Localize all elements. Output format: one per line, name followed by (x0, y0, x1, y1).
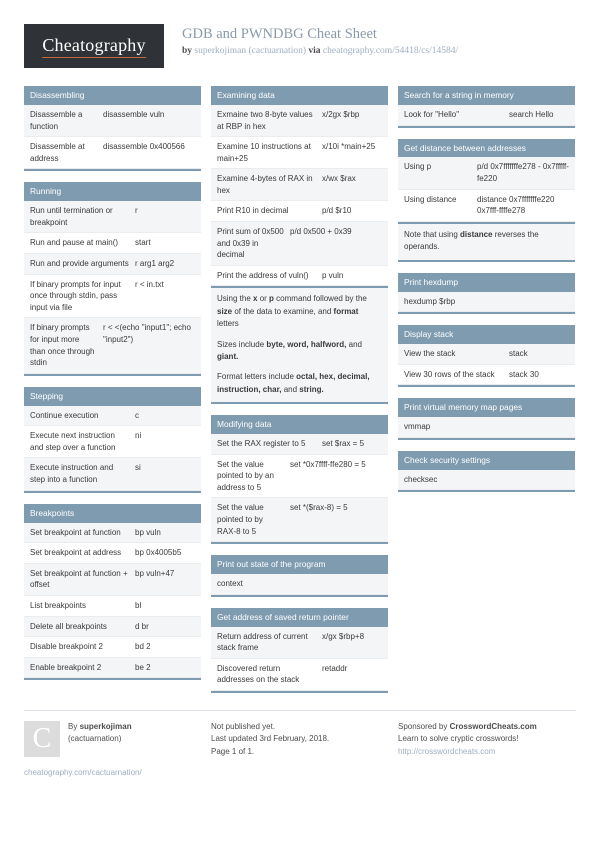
table-row (211, 222, 388, 266)
card-note (211, 288, 388, 402)
table-row (211, 266, 388, 287)
row-key: Set breakpoint at function + offset (30, 568, 128, 590)
card-footer-rule (398, 385, 575, 387)
table-row (24, 318, 201, 373)
row-key: View 30 rows of the stack (404, 369, 495, 379)
row-value: r < in.txt (135, 279, 164, 289)
note-paragraph: Note that using distance reverses the operands. (404, 229, 539, 252)
row-key: Examine 10 instructions at main+25 (217, 142, 311, 163)
card (24, 504, 201, 681)
page-count: Page 1 of 1. (211, 746, 255, 756)
card-footer-rule (211, 542, 388, 544)
row-value: bp vuln+47 (135, 568, 175, 578)
card (398, 451, 575, 493)
row-key: Set the value pointed to by RAX-8 to 5 (217, 503, 264, 536)
row-key: Run until termination or breakpoint (30, 206, 113, 227)
row-key: checksec (404, 474, 438, 484)
card (211, 86, 388, 404)
row-key: Using distance (404, 194, 457, 204)
card-footer-rule (24, 169, 201, 171)
table-row (211, 574, 388, 595)
card-title: Modifying data (211, 415, 388, 434)
row-key: Set the RAX register to 5 (217, 439, 306, 449)
table-row (24, 543, 201, 564)
card-title: Running (24, 182, 201, 201)
column-3 (398, 86, 575, 704)
card-footer-rule (398, 312, 575, 314)
row-value: p vuln (322, 270, 344, 280)
table-row (398, 344, 575, 365)
note-paragraph: Using the x or p command followed by the size of the data to examine, and format letters (217, 294, 367, 329)
card-footer-rule (398, 260, 575, 262)
table-row (398, 190, 575, 222)
row-value: bp vuln (135, 527, 161, 537)
row-value: disassemble vuln (103, 109, 165, 119)
note-paragraph: Format letters include octal, hex, decimal, instruction, char, and string. (217, 372, 370, 394)
row-value: set $rax = 5 (322, 439, 365, 449)
title-block (182, 24, 458, 56)
card-title: Disassembling (24, 86, 201, 105)
logo-text: Cheatography (42, 35, 145, 58)
row-key: Exmaine two 8-byte values at RBP in hex (217, 109, 313, 131)
row-key: Print sum of 0x500 and 0x39 in decimal (217, 227, 284, 260)
card-title: Print out state of the program (211, 555, 388, 574)
card-footer-rule (24, 678, 201, 680)
table-row (24, 406, 201, 427)
table-row (398, 292, 575, 313)
page-footer (24, 710, 576, 779)
card-footer-rule (211, 402, 388, 404)
author-handle: (cactuarnation) (68, 734, 122, 744)
card-footer-rule (24, 491, 201, 493)
row-key: Return address of current stack frame (217, 631, 308, 653)
table-row (24, 426, 201, 458)
author-link[interactable]: superkojiman (cactuarnation) (194, 45, 307, 56)
byline-prefix: by (182, 45, 195, 56)
row-value: p/d 0x500 + 0x39 (290, 227, 352, 237)
row-value: si (135, 463, 141, 473)
card-title: Examining data (211, 86, 388, 105)
row-key: vmmap (404, 422, 431, 432)
sponsor-url-link[interactable]: http://crosswordcheats.com (398, 746, 496, 756)
footer-meta-column (211, 721, 388, 779)
sponsor-name[interactable]: CrosswordCheats.com (449, 722, 537, 732)
column-2 (211, 86, 388, 704)
row-key: Execute next instruction and step over a function (30, 431, 116, 452)
row-value: d br (135, 621, 149, 631)
table-row (24, 617, 201, 638)
author-name (68, 721, 132, 733)
card-title: Search for a string in memory (398, 86, 575, 105)
table-row (211, 498, 388, 542)
table-row (24, 637, 201, 658)
footer-sponsor-column (398, 721, 575, 779)
row-value: set *0x7ffff-ffe280 = 5 (290, 459, 366, 469)
card-title: Print hexdump (398, 273, 575, 292)
row-key: Examine 4-bytes of RAX in hex (217, 174, 313, 195)
card-footer-rule (24, 374, 201, 376)
row-key: Using p (404, 162, 432, 172)
table-row (398, 470, 575, 491)
card (211, 608, 388, 693)
row-value: x/gx $rbp+8 (322, 631, 365, 641)
row-value: search Hello (509, 109, 554, 119)
row-value: ni (135, 431, 142, 441)
footer-author-column (24, 721, 201, 779)
card-footer-rule (398, 438, 575, 440)
row-value: be 2 (135, 662, 151, 672)
row-value: stack 30 (509, 369, 539, 379)
table-row (211, 201, 388, 222)
card-footer-rule (398, 490, 575, 492)
table-row (24, 275, 201, 319)
table-row (211, 627, 388, 659)
row-value: stack (509, 349, 528, 359)
row-key: Enable breakpoint 2 (30, 662, 102, 672)
author-info (68, 721, 132, 746)
card-title: Print virtual memory map pages (398, 398, 575, 417)
card (398, 398, 575, 440)
row-key: context (217, 579, 243, 589)
table-row (398, 157, 575, 189)
column-1 (24, 86, 201, 704)
table-row (211, 137, 388, 169)
table-row (24, 233, 201, 254)
table-row (24, 523, 201, 544)
row-key: Run and provide arguments (30, 259, 129, 268)
table-row (398, 417, 575, 438)
card-title: Get address of saved return pointer (211, 608, 388, 627)
row-key: List breakpoints (30, 600, 87, 610)
row-value: x/10i *main+25 (322, 142, 376, 152)
table-row (24, 564, 201, 596)
card (211, 415, 388, 544)
row-key: Continue execution (30, 410, 99, 420)
page-title: GDB and PWNDBG Cheat Sheet (182, 26, 377, 42)
row-key: Set the value pointed to by an address to 5 (217, 459, 274, 492)
table-row (24, 458, 201, 490)
table-row (398, 365, 575, 386)
cheatography-logo[interactable] (24, 24, 164, 68)
byline (182, 46, 458, 56)
row-value: distance 0x7fffffffe220 0x7fff-ffffe278 (477, 194, 555, 216)
row-value: p/d $r10 (322, 206, 352, 216)
table-row (211, 169, 388, 201)
row-key: View the stack (404, 349, 456, 359)
table-row (24, 658, 201, 679)
row-value: x/wx $rax (322, 174, 356, 184)
card-footer-rule (398, 126, 575, 128)
row-key: If binary prompts for input more than once through stdin (30, 323, 95, 368)
card-title: Display stack (398, 325, 575, 344)
row-value: start (135, 238, 151, 248)
card-title: Check security settings (398, 451, 575, 470)
row-key: Print R10 in decimal (217, 206, 289, 216)
row-value: retaddr (322, 663, 348, 673)
publish-status: Not published yet. (211, 722, 276, 732)
row-value: bd 2 (135, 642, 151, 652)
row-key: Execute instruction and step into a function (30, 463, 114, 485)
row-key: Look for "Hello" (404, 109, 460, 119)
row-value: p/d 0x7fffffffe278 - 0x7fffff-fe220 (477, 162, 569, 184)
row-key: Set breakpoint at address (30, 548, 122, 558)
row-value: r < <(echo "input1"; echo "input2") (103, 323, 191, 344)
row-key: Run and pause at main() (30, 238, 119, 248)
table-row (24, 105, 201, 137)
card-footer-rule (211, 691, 388, 693)
table-row (211, 659, 388, 691)
card (24, 182, 201, 375)
avatar: C (24, 721, 60, 757)
table-row (398, 105, 575, 126)
sponsor-line (398, 721, 575, 733)
card (211, 555, 388, 597)
row-value: r (135, 206, 138, 216)
table-row (211, 434, 388, 455)
card (24, 387, 201, 493)
table-row (24, 596, 201, 617)
row-value: r arg1 arg2 (135, 259, 175, 268)
page-header (24, 24, 576, 72)
table-row (24, 201, 201, 233)
card (24, 86, 201, 171)
card-note (398, 224, 575, 260)
row-key: If binary prompts for input once through stdin, pass input via file (30, 279, 121, 312)
card-title: Breakpoints (24, 504, 201, 523)
author-profile-link[interactable]: cheatography.com/cactuarnation/ (24, 768, 142, 778)
row-key: Disassemble a function (30, 109, 83, 131)
row-key: hexdump $rbp (404, 296, 456, 306)
row-value: bp 0x4005b5 (135, 548, 182, 558)
card (398, 325, 575, 387)
card (398, 86, 575, 128)
card-title: Stepping (24, 387, 201, 406)
note-paragraph: Sizes include byte, word, halfword, and giant. (217, 339, 362, 362)
row-value: c (135, 410, 139, 420)
row-key: Discovered return addresses on the stack (217, 663, 300, 685)
last-updated: Last updated 3rd February, 2018. (211, 734, 330, 744)
table-row (24, 137, 201, 169)
card-title: Get distance between addresses (398, 139, 575, 158)
table-row (211, 105, 388, 137)
table-row (24, 254, 201, 275)
author-name-text: superkojiman (79, 722, 132, 732)
row-value: bl (135, 600, 142, 610)
content-columns (24, 86, 576, 704)
row-key: Disassemble at address (30, 142, 85, 163)
author-row (24, 721, 201, 757)
byline-via: via (306, 45, 323, 56)
source-url-link[interactable]: cheatography.com/54418/cs/14584/ (322, 45, 459, 56)
author-by-label: By (68, 722, 80, 732)
row-key: Print the address of vuln() (217, 270, 309, 280)
card-footer-rule (211, 595, 388, 597)
card (398, 139, 575, 262)
card (398, 273, 575, 315)
row-value: disassemble 0x400566 (103, 142, 185, 152)
row-value: x/2gx $rbp (322, 109, 360, 119)
sponsor-tagline: Learn to solve cryptic crosswords! (398, 734, 519, 744)
row-key: Disable breakpoint 2 (30, 642, 103, 652)
row-value: set *($rax-8) = 5 (290, 503, 348, 513)
row-key: Set breakpoint at function (30, 527, 121, 537)
sponsor-prefix: Sponsored by (398, 722, 450, 732)
row-key: Delete all breakpoints (30, 621, 107, 631)
table-row (211, 455, 388, 499)
